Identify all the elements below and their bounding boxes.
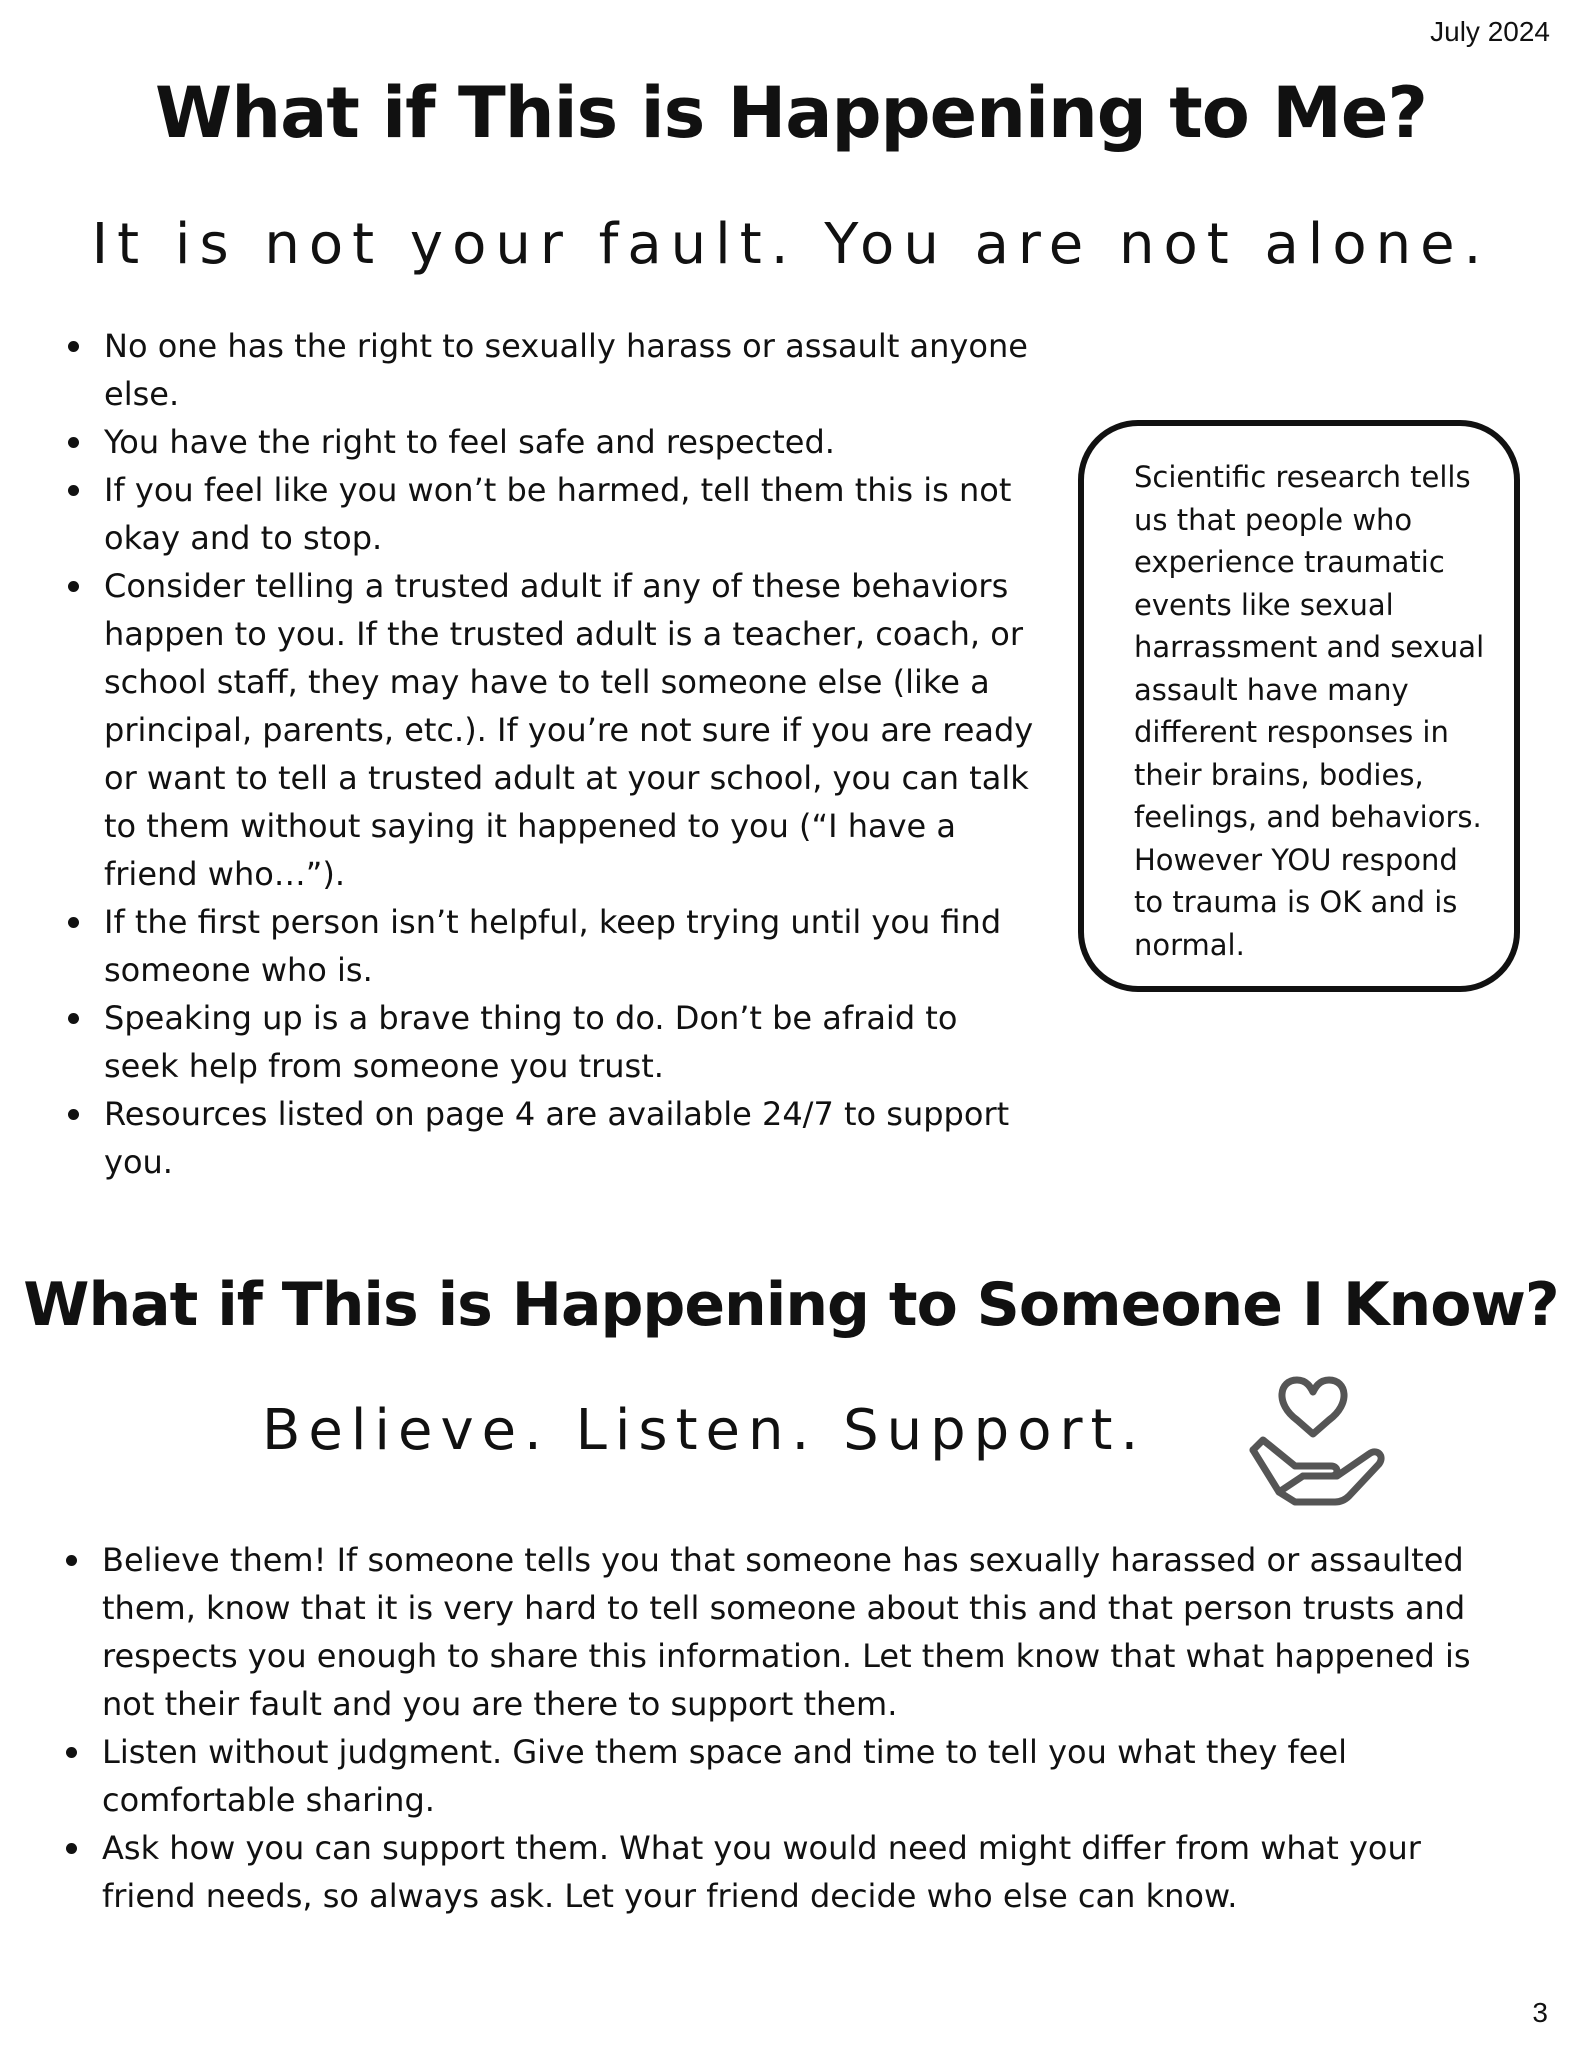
section-title: What if This is Happening to Someone I Know?: [23, 1270, 1559, 1340]
heart-in-hand-icon: [1245, 1372, 1395, 1512]
list-item: No one has the right to sexually harass or assault anyone else.: [62, 322, 1042, 418]
page-number: 3: [1532, 1997, 1548, 2028]
page-title: What if This is Happening to Me?: [155, 72, 1427, 154]
self-guidance-list: [62, 322, 1042, 1186]
list-item: You have the right to feel safe and respected.: [62, 418, 1042, 466]
list-item: Resources listed on page 4 are available 24/7 to support you.: [62, 1090, 1042, 1186]
list-item: Listen without judgment. Give them space and time to tell you what they feel comfortable sharing.: [60, 1728, 1520, 1824]
list-item: Consider telling a trusted adult if any of these behaviors happen to you. If the trusted adult is a teacher, coach, or school staff, they may have to tell someone else (like a principal, parents, etc.). If you’re not sure if you are ready or want to tell a trusted adult at your school, you can talk to them without saying it happened to you (“I have a friend who…”).: [62, 562, 1042, 898]
list-item: Ask how you can support them. What you would need might differ from what your friend needs, so always ask. Let your friend decide who else can know.: [60, 1824, 1520, 1920]
list-item: Speaking up is a brave thing to do. Don’t be afraid to seek help from someone you trust.: [62, 994, 1042, 1090]
support-guidance-list: [60, 1536, 1520, 1920]
page-subtitle: It is not your fault. You are not alone.: [91, 212, 1491, 277]
section-subtitle: Believe. Listen. Support.: [262, 1398, 1147, 1463]
list-item: Believe them! If someone tells you that someone has sexually harassed or assaulted them, know that it is very hard to tell someone about this and that person trusts and respects you enough to share this information. Let them know that what happened is not their fault and you are there to support them.: [60, 1536, 1520, 1728]
document-date: July 2024: [1430, 16, 1550, 47]
list-item: If you feel like you won’t be harmed, tell them this is not okay and to stop.: [62, 466, 1042, 562]
list-item: If the first person isn’t helpful, keep trying until you find someone who is.: [62, 898, 1042, 994]
research-callout-box: Scientific research tells us that people who experience traumatic events like sexual harrassment and sexual assault have many different responses in their brains, bodies, feelings, and behaviors. However YOU respond to trauma is OK and is normal.: [1078, 420, 1520, 992]
